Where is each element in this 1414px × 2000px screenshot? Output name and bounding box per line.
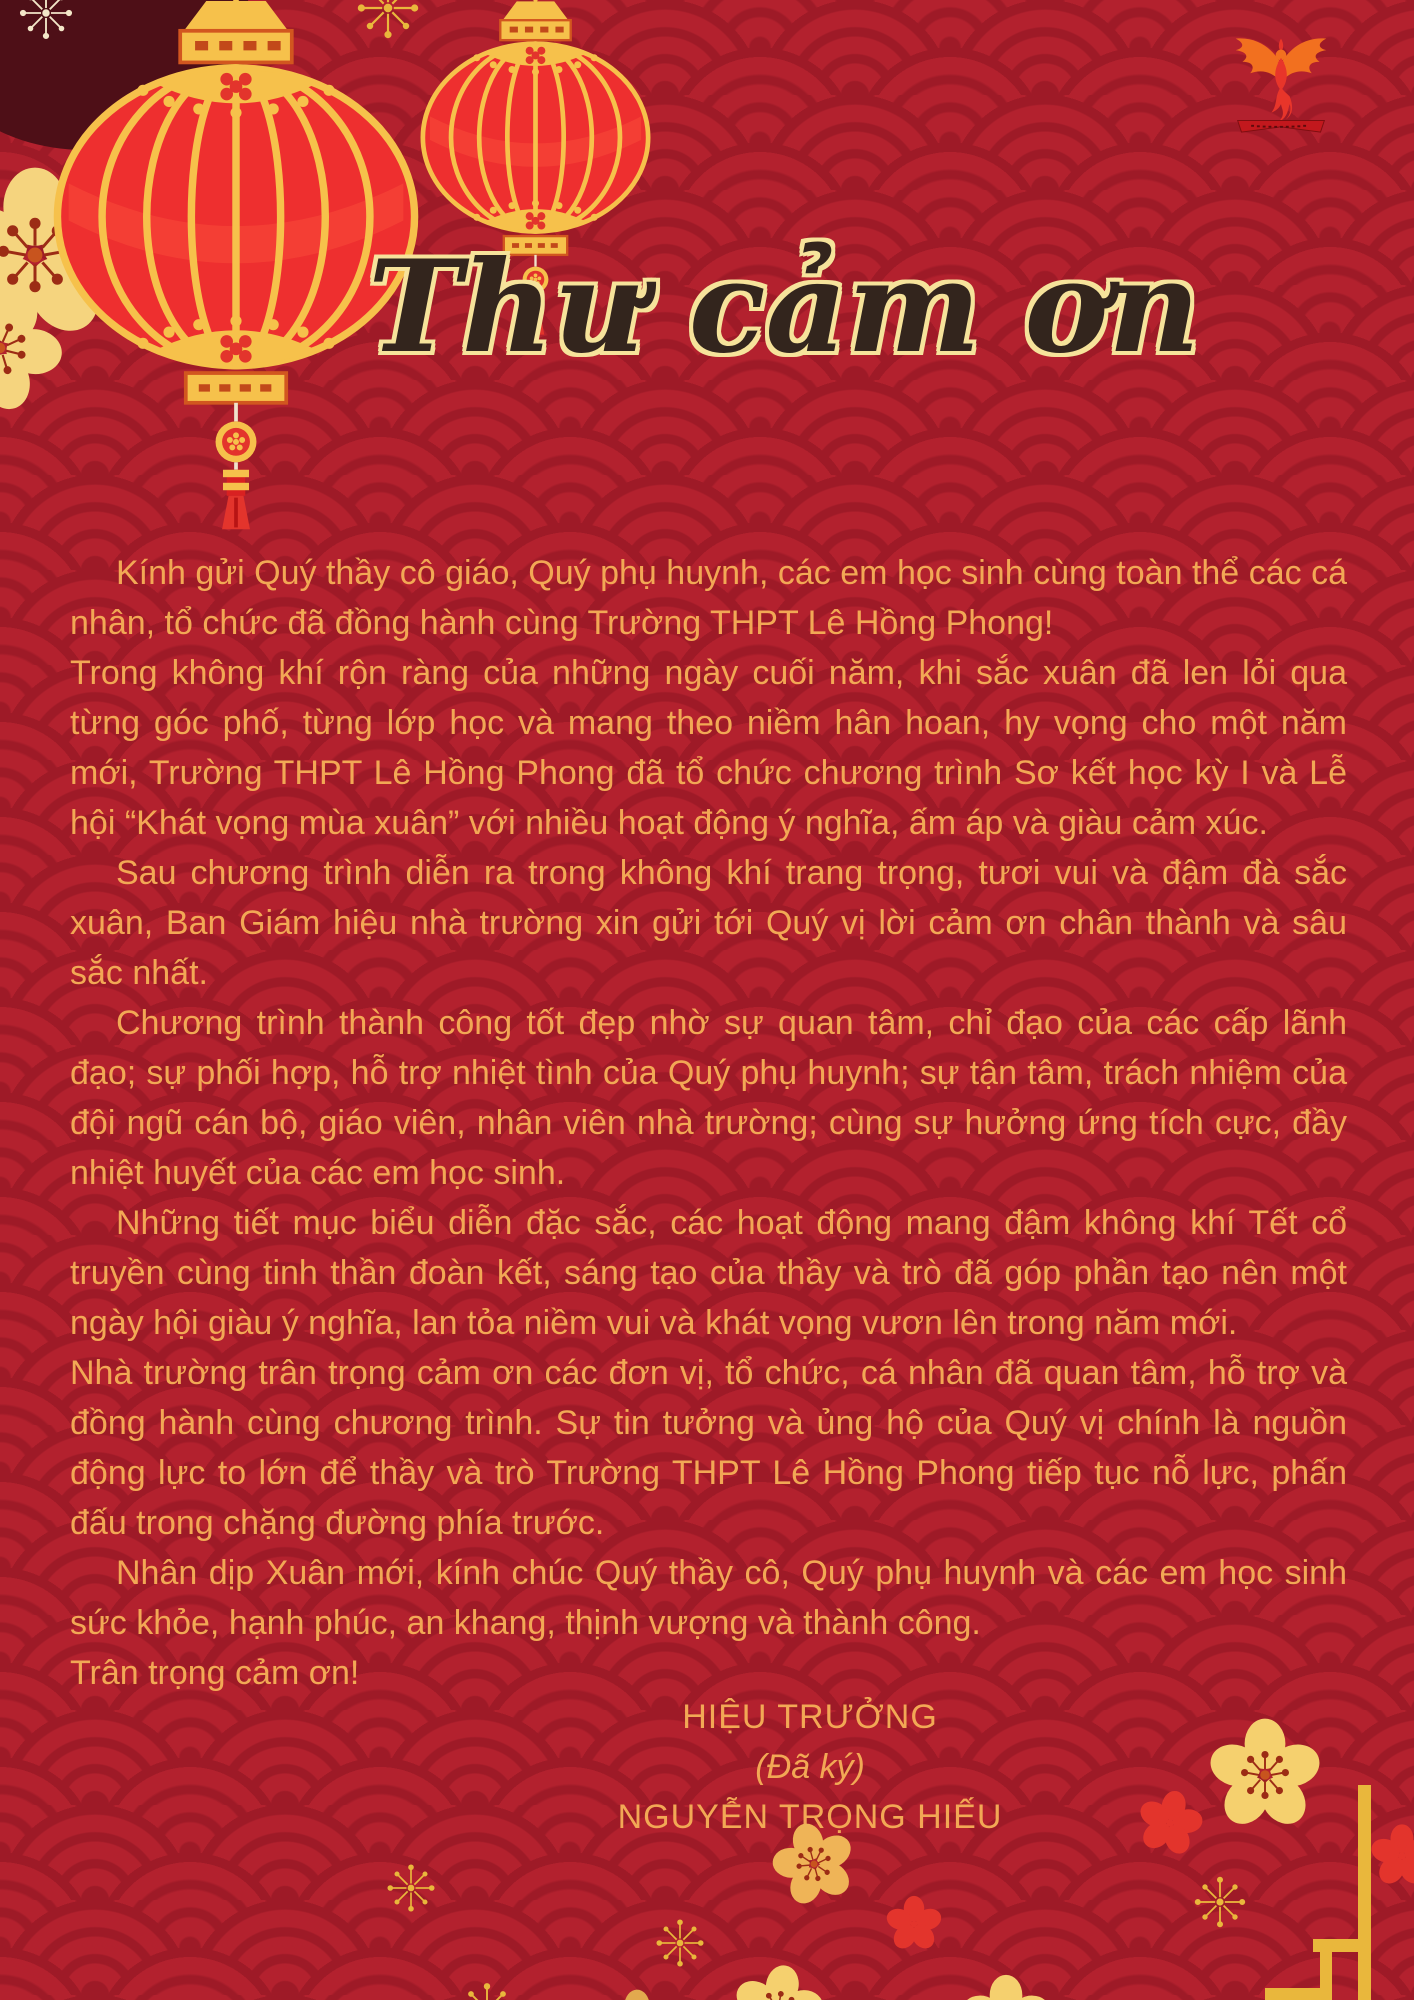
letter-paragraph: Trong không khí rộn ràng của những ngày cuối năm, khi sắc xuân đã len lỏi qua từng góc phố, từng lớp học và mang theo niềm hân hoan, hy vọng cho một năm mới, Trường THPT Lê Hồng Phong đã tổ chức chương trình Sơ kết học kỳ I và Lễ hội “Khát vọng mùa xuân” với nhiều hoạt động ý nghĩa, ấm áp và giàu cảm xúc.	[70, 654, 1347, 842]
lantern-icon	[50, 0, 422, 533]
letter-paragraph: Trân trọng cảm ơn!	[70, 1654, 360, 1692]
sparkle-icon	[455, 1978, 519, 2000]
plum-blossom-icon	[598, 1985, 676, 2000]
page-title: Thư cảm ơn	[368, 233, 1201, 381]
letter-paragraph: Nhân dịp Xuân mới, kính chúc Quý thầy cô, Quý phụ huynh và các em học sinh sức khỏe, hạnh phúc, an khang, thịnh vượng và thành công.	[70, 1554, 1347, 1642]
letter-paragraph: Nhà trường trân trọng cảm ơn các đơn vị, tổ chức, cá nhân đã quan tâm, hỗ trợ và đồng hành cùng chương trình. Sự tin tưởng và ủng hộ của Quý vị chính là nguồn động lực to lớn để thầy và trò Trường THPT Lê Hồng Phong tiếp tục nỗ lực, phấn đấu trong chặng đường phía trước.	[70, 1354, 1347, 1542]
letter-body	[70, 548, 1347, 1698]
signature-role: HIỆU TRƯỞNG	[682, 1698, 938, 1736]
phoenix-logo-icon	[1228, 22, 1334, 140]
letter-paragraph: Những tiết mục biểu diễn đặc sắc, các hoạt động mang đậm không khí Tết cổ truyền cùng tinh thần đoàn kết, sáng tạo của thầy và trò đã góp phần tạo nên một ngày hội giàu ý nghĩa, lan tỏa niềm vui và khát vọng vươn lên trong năm mới.	[70, 1204, 1347, 1342]
plum-blossom-icon	[958, 1972, 1054, 2000]
sparkle-icon	[383, 1860, 439, 1916]
signature-name: NGUYỄN TRỌNG HIẾU	[617, 1798, 1003, 1836]
plum-blossom-icon	[1126, 1779, 1214, 1867]
sparkle-icon	[652, 1915, 708, 1971]
letter-paragraph: Kính gửi Quý thầy cô giáo, Quý phụ huynh, các em học sinh cùng toàn thể các cá nhân, tổ chức đã đồng hành cùng Trường THPT Lê Hồng Phong!	[70, 554, 1347, 642]
signature-signed-note: (Đã ký)	[755, 1748, 865, 1786]
sparkle-icon	[1190, 1872, 1250, 1932]
plum-blossom-icon	[722, 1954, 833, 2000]
plum-blossom-icon	[882, 1892, 946, 1956]
letter-paragraph: Chương trình thành công tốt đẹp nhờ sự quan tâm, chỉ đạo của các cấp lãnh đạo; sự phối hợp, hỗ trợ nhiệt tình của Quý phụ huynh; sự tận tâm, trách nhiệm của đội ngũ cán bộ, giáo viên, nhân viên nhà trường; cùng sự hưởng ứng tích cực, đầy nhiệt huyết của các em học sinh.	[70, 1004, 1347, 1192]
corner-ornament-icon	[1253, 1778, 1414, 2000]
letter-paragraph: Sau chương trình diễn ra trong không khí trang trọng, tươi vui và đậm đà sắc xuân, Ban Giám hiệu nhà trường xin gửi tới Quý vị lời cảm ơn chân thành và sâu sắc nhất.	[70, 854, 1347, 992]
